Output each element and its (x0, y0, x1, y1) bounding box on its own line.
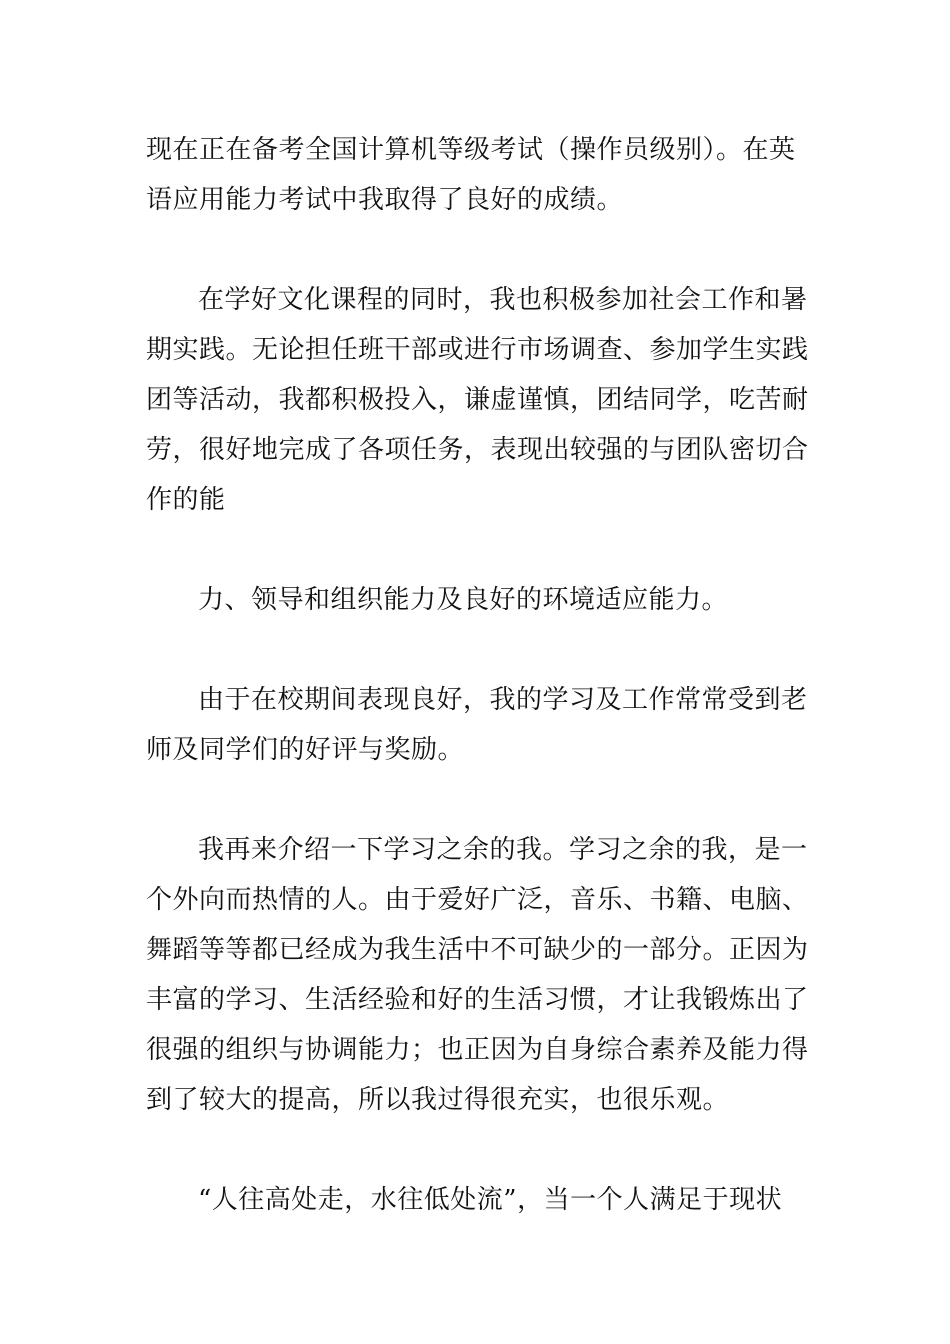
paragraph-line: 力、领导和组织能力及良好的环境适应能力。 (198, 585, 729, 615)
paragraph-line: 我再来介绍一下学习之余的我。学习之余的我，是一 (198, 835, 808, 865)
paragraph-line: 丰富的学习、生活经验和好的生活习惯，才让我锻炼出了 (146, 985, 809, 1015)
paragraph-line: 舞蹈等等都已经成为我生活中不可缺少的一部分。正因为 (146, 935, 809, 965)
paragraph-line: 到了较大的提高，所以我过得很充实，也很乐观。 (146, 1085, 730, 1115)
paragraph-line: 作的能 (146, 485, 226, 515)
paragraph-line: 师及同学们的好评与奖励。 (146, 735, 465, 765)
paragraph-line: 现在正在备考全国计算机等级考试（操作员级别）。在英 (146, 135, 796, 165)
paragraph-line: “人往高处走，水往低处流”，当一个人满足于现状 (198, 1185, 783, 1215)
paragraph-line: 语应用能力考试中我取得了良好的成绩。 (146, 185, 624, 215)
paragraph-line: 由于在校期间表现良好，我的学习及工作常常受到老 (198, 685, 808, 715)
paragraph-line: 劳，很好地完成了各项任务，表现出较强的与团队密切合 (146, 435, 809, 465)
paragraph-line: 团等活动，我都积极投入，谦虚谨慎，团结同学，吃苦耐 (146, 385, 809, 415)
paragraph-line: 很强的组织与协调能力；也正因为自身综合素养及能力得 (146, 1035, 809, 1065)
paragraph-line: 期实践。无论担任班干部或进行市场调查、参加学生实践 (146, 335, 809, 365)
paragraph-line: 在学好文化课程的同时，我也积极参加社会工作和暑 (198, 285, 808, 315)
paragraph-line: 个外向而热情的人。由于爱好广泛，音乐、书籍、电脑、 (146, 885, 809, 915)
